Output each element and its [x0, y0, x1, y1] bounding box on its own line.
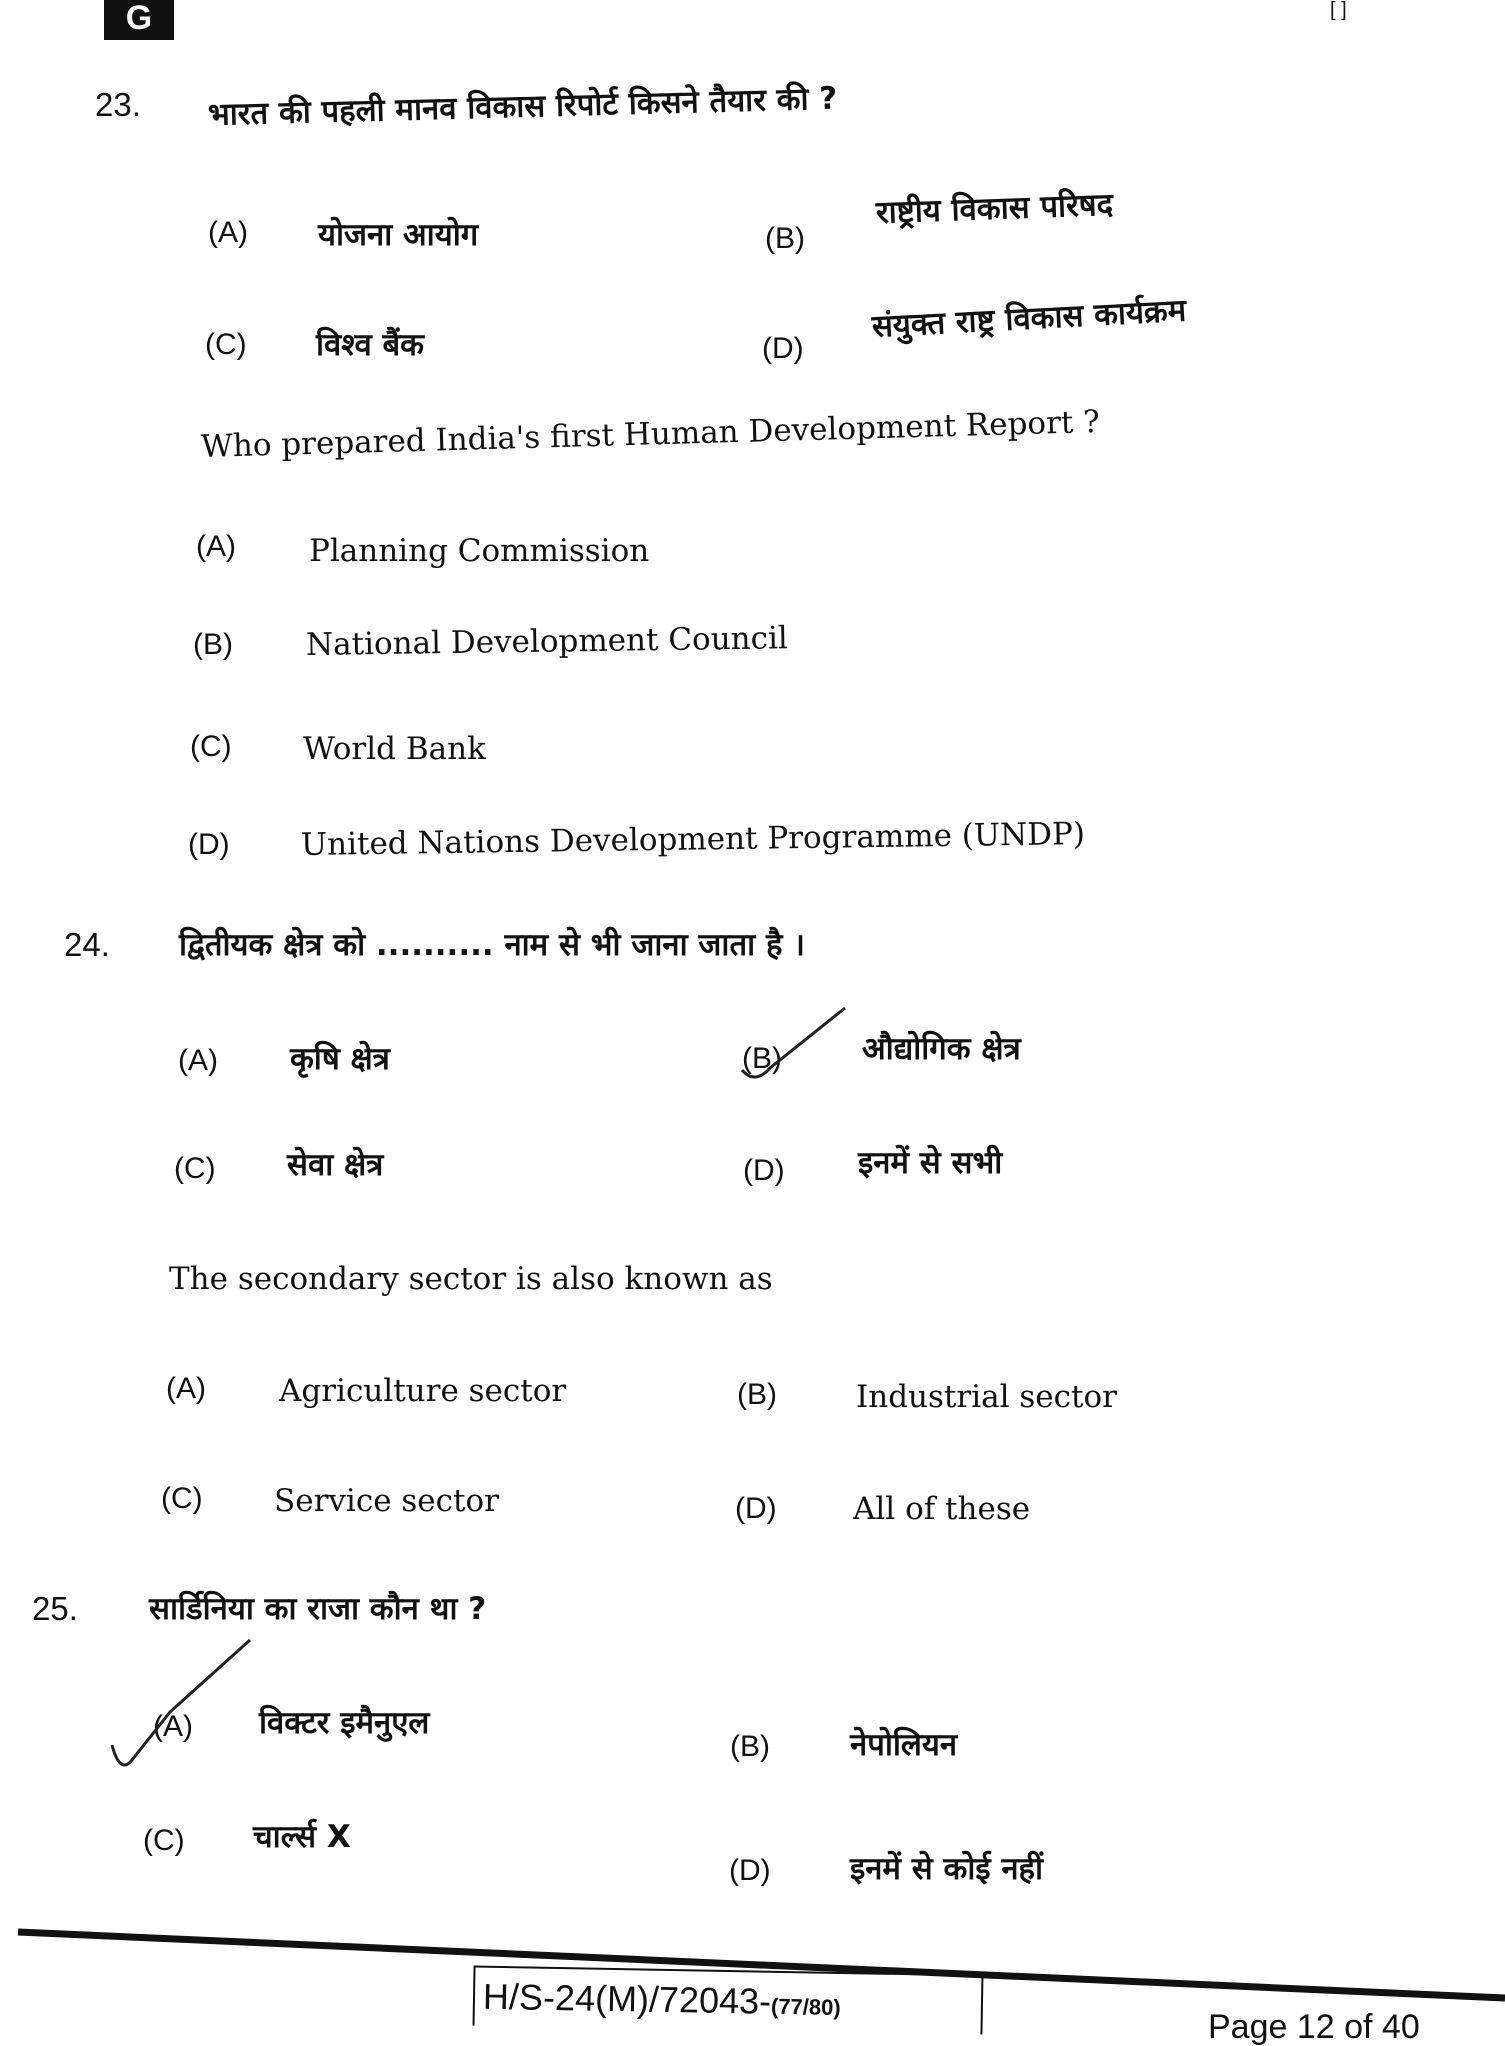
- option-label[interactable]: (C): [190, 730, 232, 763]
- tick-mark-q25: [112, 1640, 250, 1765]
- option-text: संयुक्त राष्ट्र विकास कार्यक्रम: [871, 292, 1188, 345]
- option-label[interactable]: (C): [174, 1152, 216, 1185]
- question-text-hindi: सार्डिनिया का राजा कौन था ?: [149, 1591, 487, 1627]
- page-number: Page 12 of 40: [1208, 2008, 1420, 2046]
- option-label[interactable]: (B): [742, 1042, 782, 1075]
- option-label[interactable]: (B): [737, 1378, 777, 1411]
- question-text-english: Who prepared India's first Human Development Report ?: [200, 403, 1101, 465]
- option-label[interactable]: (A): [153, 1710, 193, 1743]
- option-text: चार्ल्स X: [253, 1819, 351, 1855]
- option-label[interactable]: (A): [196, 530, 236, 563]
- option-label[interactable]: (C): [161, 1482, 203, 1515]
- tick-mark-q24: [742, 1008, 845, 1077]
- paper-code-suffix: (77/80): [770, 1993, 841, 2020]
- option-label[interactable]: (D): [729, 1854, 771, 1887]
- question-number: 24.: [64, 926, 110, 963]
- option-text: Service sector: [274, 1483, 499, 1519]
- question-text-hindi: द्वितीयक क्षेत्र को .......... नाम से भी जाना जाता है ।: [179, 927, 805, 963]
- option-text: राष्ट्रीय विकास परिषद: [875, 186, 1114, 231]
- option-label[interactable]: (D): [735, 1492, 777, 1525]
- question-text-hindi: भारत की पहली मानव विकास रिपोर्ट किसने तैयार की ?: [207, 80, 838, 133]
- option-label[interactable]: (B): [730, 1730, 770, 1763]
- option-text: सेवा क्षेत्र: [287, 1147, 384, 1183]
- option-label[interactable]: (C): [143, 1824, 185, 1857]
- option-text: औद्योगिक क्षेत्र: [862, 1031, 1021, 1067]
- paper-code-text: H/S-24(M)/72043-: [482, 1975, 772, 2022]
- option-text: Agriculture sector: [279, 1373, 567, 1409]
- option-label[interactable]: (A): [178, 1044, 218, 1077]
- series-badge: G: [104, 0, 174, 40]
- corner-mark: [ ]: [1330, 0, 1347, 21]
- question-number: 23.: [95, 86, 141, 123]
- option-text: विश्व बैंक: [316, 327, 424, 363]
- question-number: 25.: [32, 1590, 78, 1627]
- option-text: World Bank: [303, 731, 486, 767]
- option-label[interactable]: (B): [193, 628, 233, 661]
- option-text: कृषि क्षेत्र: [290, 1041, 390, 1077]
- option-label[interactable]: (A): [166, 1372, 206, 1405]
- option-label[interactable]: (D): [762, 332, 804, 365]
- option-text: National Development Council: [305, 620, 789, 663]
- option-text: योजना आयोग: [318, 217, 479, 253]
- option-text: Planning Commission: [309, 533, 650, 569]
- option-label[interactable]: (B): [765, 222, 805, 255]
- option-text: नेपोलियन: [850, 1727, 958, 1763]
- option-text: Industrial sector: [856, 1379, 1117, 1415]
- option-label[interactable]: (D): [188, 828, 230, 861]
- option-text: इनमें से कोई नहीं: [850, 1851, 1044, 1887]
- option-text: United Nations Development Programme (UNDP): [300, 816, 1086, 863]
- option-text: All of these: [853, 1491, 1031, 1527]
- option-label[interactable]: (A): [208, 216, 248, 249]
- option-label[interactable]: (C): [205, 328, 247, 361]
- question-text-english: The secondary sector is also known as: [169, 1261, 773, 1297]
- option-text: विक्टर इमैनुएल: [259, 1705, 430, 1741]
- option-label[interactable]: (D): [743, 1154, 785, 1187]
- option-text: इनमें से सभी: [858, 1145, 1003, 1181]
- paper-code: [473, 1966, 984, 2035]
